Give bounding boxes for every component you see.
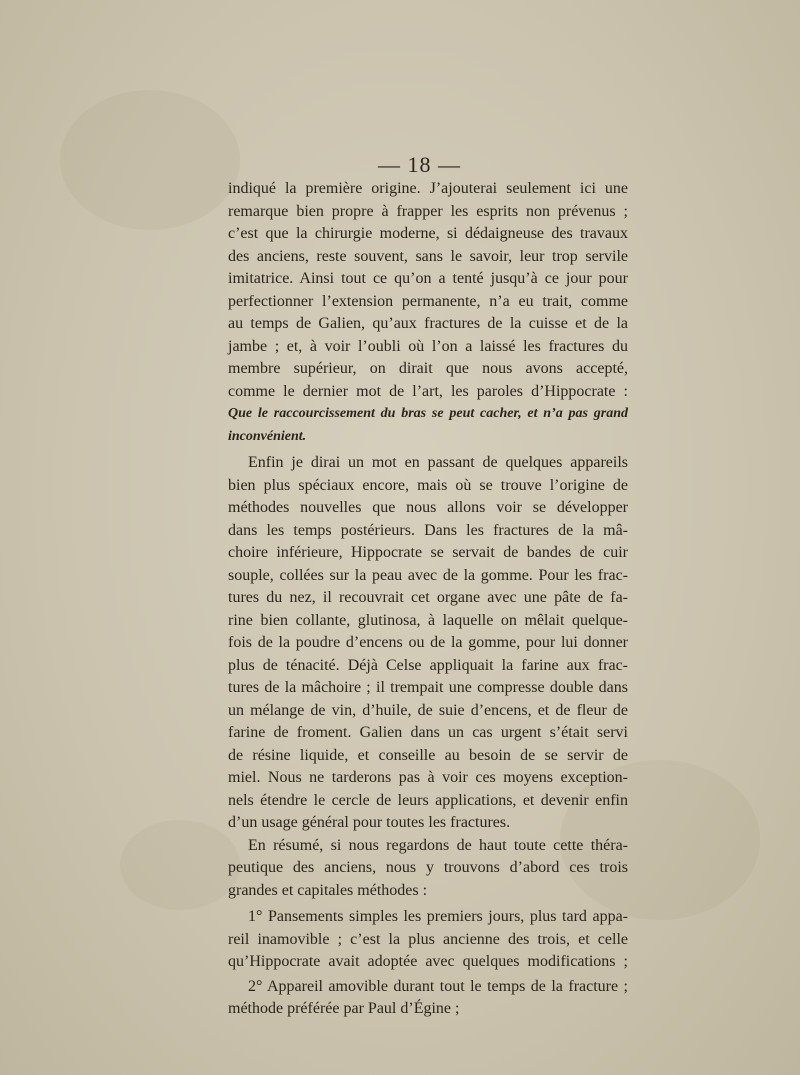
text-line: rine bien collante, glutinosa, à laquelle on mêlait quelque- xyxy=(228,611,628,629)
text-line: méthodes nouvelles que nous allons voir se développer xyxy=(228,499,628,516)
text-line: c’est que la chirurgie moderne, si dédaigneuse des travaux xyxy=(228,225,628,242)
text-line: qu’Hippocrate avait adoptée avec quelques modifications ; xyxy=(228,953,628,970)
text-line: grandes et capitales méthodes : xyxy=(228,881,428,899)
text-line: peutique des anciens, nous y trouvons d’abord ces trois xyxy=(228,859,628,876)
text-line: jambe ; et, à voir l’oubli où l’on a laissé les fractures du xyxy=(228,337,628,355)
text-line: imitatrice. Ainsi tout ce qu’on a tenté jusqu’à ce jour pour xyxy=(228,270,628,287)
paper-stain xyxy=(60,90,240,230)
text-line: En résumé, si nous regardons de haut toute cette théra- xyxy=(248,836,628,854)
paper-stain xyxy=(120,820,240,910)
text-line: au temps de Galien, qu’aux fractures de la cuisse et de la xyxy=(228,315,628,332)
text-line: fois de la poudre d’encens ou de la gomme, pour lui donner xyxy=(228,634,628,651)
page-number: — 18 — xyxy=(378,152,461,177)
text-line: un mélange de vin, d’huile, de suie d’encens, et de fleur de xyxy=(228,701,628,719)
text-line: méthode préférée par Paul d’Égine ; xyxy=(228,1000,460,1017)
text-line: nels étendre le cercle de leurs applications, et devenir enfin xyxy=(228,791,628,809)
text-line: dans les temps postérieurs. Dans les fractures de la mâ- xyxy=(228,521,628,539)
paragraph-1 xyxy=(228,178,628,448)
paragraph-4 xyxy=(228,906,628,974)
text-line: choire inférieure, Hippocrate se servait de bandes de cuir xyxy=(228,544,628,561)
body-text xyxy=(228,178,628,1021)
text-line: indiqué la première origine. J’ajouterai seulement ici une xyxy=(228,180,628,197)
text-line: miel. Nous ne tarderons pas à voir ces moyens exception- xyxy=(228,769,628,786)
text-line: reil inamovible ; c’est la plus ancienne des trois, et celle xyxy=(228,930,628,948)
text-line: perfectionner l’extension permanente, n’a eu trait, comme xyxy=(228,292,628,310)
text-line: farine de froment. Galien dans un cas urgent s’était servi xyxy=(228,724,628,741)
text-line: des anciens, reste souvent, sans le savoir, leur trop servile xyxy=(228,247,628,265)
paragraph-2 xyxy=(228,452,628,835)
text-line: de résine liquide, et conseille au besoin de se servir de xyxy=(228,746,628,764)
text-line: remarque bien propre à frapper les esprits non prévenus ; xyxy=(228,202,628,220)
italic-quote-line: inconvénient. xyxy=(228,428,307,444)
text-line: souple, collées sur la peau avec de la gomme. Pour les frac- xyxy=(228,566,628,584)
italic-quote-line: Que le raccourcissement du bras se peut cacher, et n’a pas grand xyxy=(228,406,628,421)
paragraph-3 xyxy=(228,835,628,903)
text-line: bien plus spéciaux encore, mais où se trouve l’origine de xyxy=(228,476,628,494)
text-line: tures de la mâchoire ; il trempait une compresse double dans xyxy=(228,679,628,696)
text-line: tures du nez, il recouvrait cet organe avec une pâte de fa- xyxy=(228,589,628,606)
text-line: 1° Pansements simples les premiers jours, plus tard appa- xyxy=(248,908,628,925)
text-line: plus de ténacité. Déjà Celse appliquait la farine aux frac- xyxy=(228,656,628,674)
text-line: membre supérieur, on dirait que nous avons accepté, xyxy=(228,360,628,377)
text-line: d’un usage général pour toutes les fractures. xyxy=(228,814,511,831)
text-line: 2° Appareil amovible durant tout le temps de la fracture ; xyxy=(248,977,628,995)
text-line: Enfin je dirai un mot en passant de quelques appareils xyxy=(248,454,628,471)
paragraph-5 xyxy=(228,976,628,1021)
text-line: comme le dernier mot de l’art, les paroles d’Hippocrate : xyxy=(228,382,628,400)
